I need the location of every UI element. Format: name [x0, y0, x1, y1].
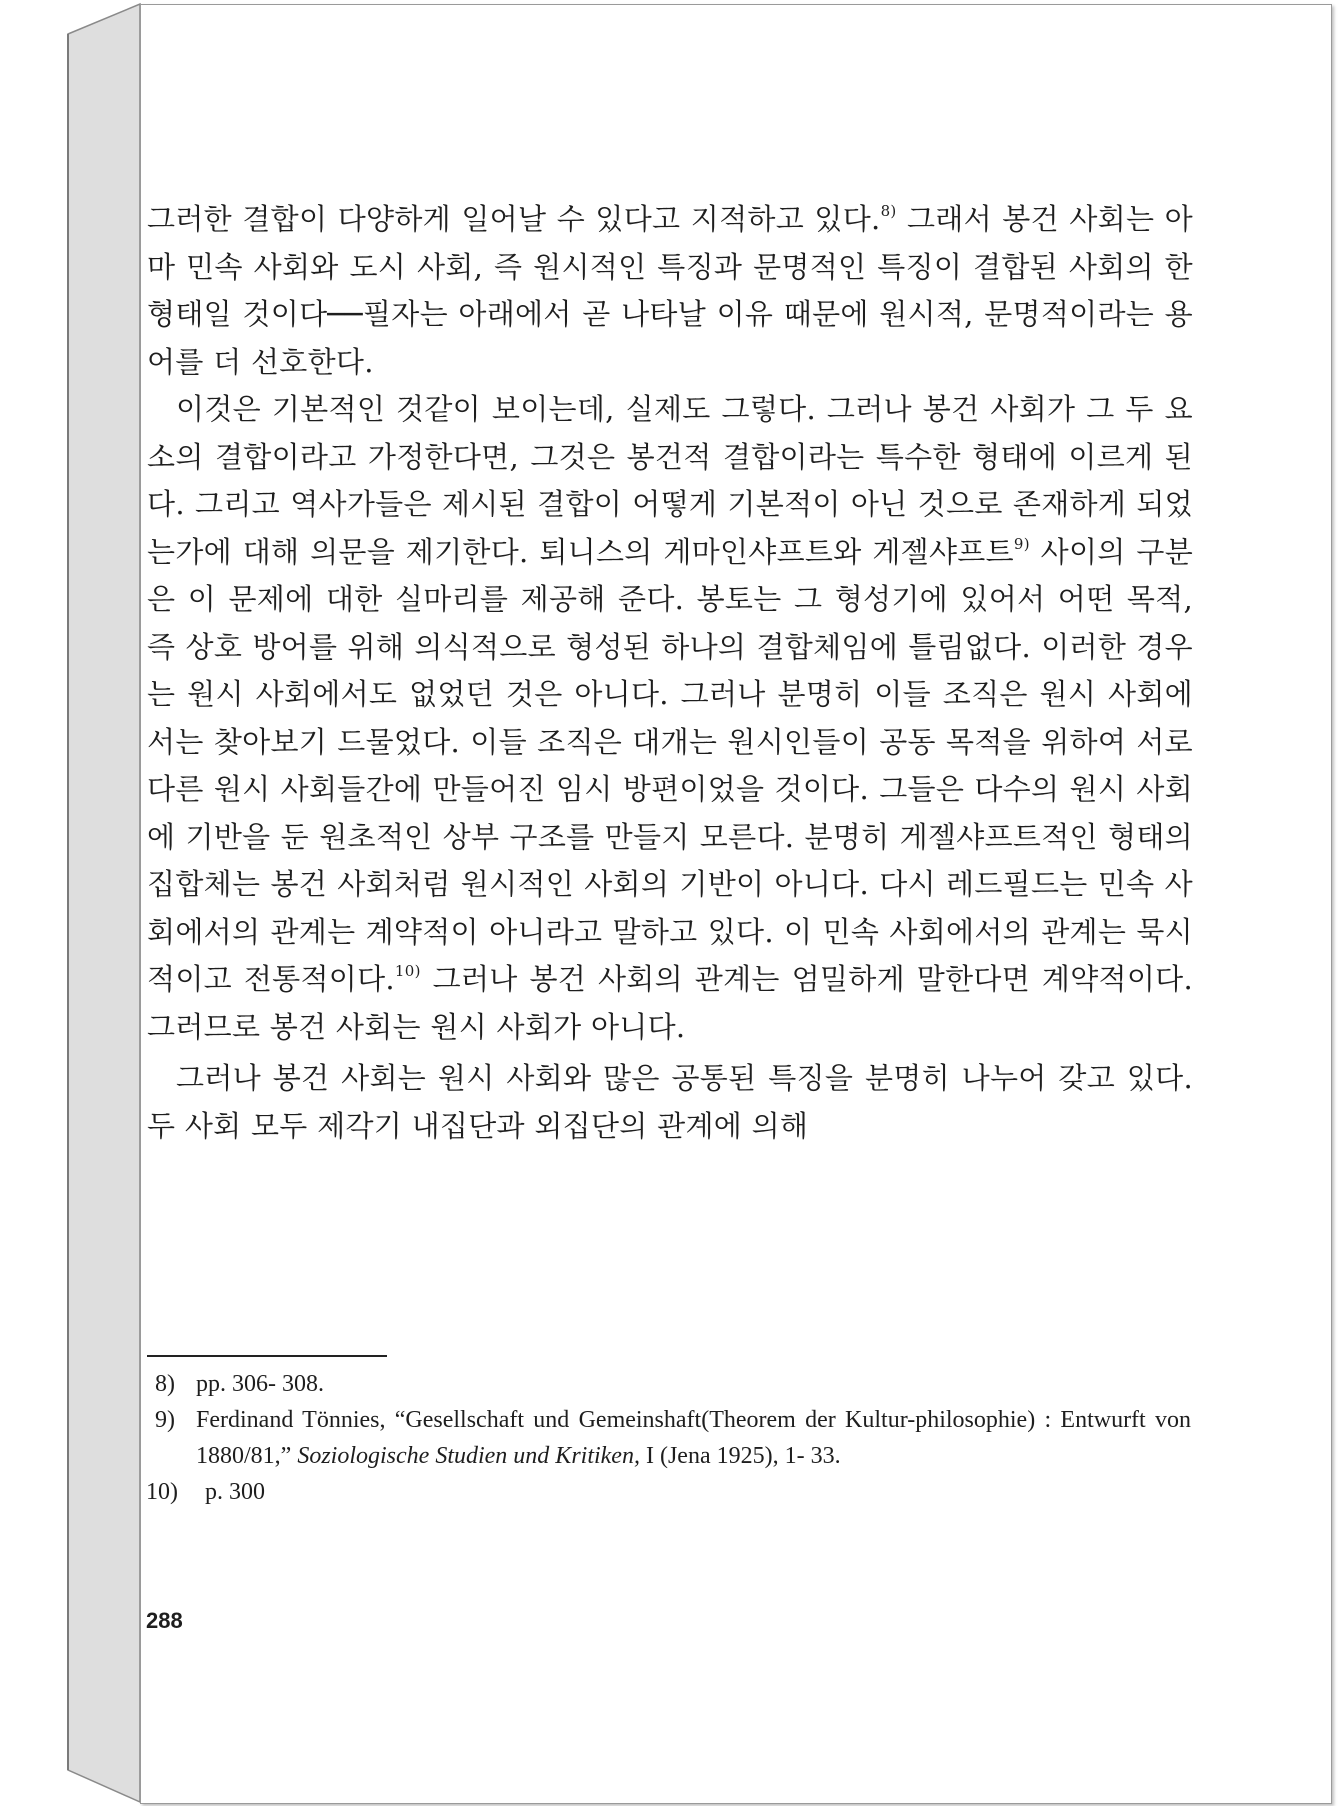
- footnote-text-tail: I (Jena 1925), 1- 33.: [639, 1443, 841, 1469]
- paragraph-2-text-a: 이것은 기본적인 것같이 보이는데, 실제도 그렇다. 그러나 봉건 사회가 그 두 요소의 결합이라고 가정한다면, 그것은 봉건적 결합이라는 특수한 형태에 이르게 된다. 그리고 역사가들은 제시된 결합이 어떻게 기본적이 아닌 것으로 존재하게 되었는가에 대해 의문을 제기한다. 퇴니스의 게마인샤프트와 게젤샤프트: [147, 392, 1193, 569]
- paragraph-2-text-c: 그러나 봉건 사회의 관계는 엄밀하게 말한다면 계약적이다. 그러므로 봉건 사회는 원시 사회가 아니다.: [147, 962, 1193, 1044]
- footnote-9: [155, 1402, 1191, 1474]
- footnote-number: 10): [146, 1479, 178, 1505]
- footnote-book-title: Soziologische Studien und Kritiken,: [297, 1443, 640, 1469]
- footnote-ref-9[interactable]: 9): [1013, 534, 1030, 553]
- paragraph-3-text-a: 그러나 봉건 사회는 원시 사회와 많은 공통된 특징을 분명히 나누어 갖고 있다. 두 사회 모두 제각기 내집단과 외집단의 관계에 의해: [147, 1061, 1193, 1143]
- footnote-text: pp. 306- 308.: [196, 1371, 324, 1397]
- footnote-divider: [147, 1355, 387, 1357]
- footnotes: [146, 1366, 1191, 1510]
- paragraph-2: [147, 386, 1193, 1051]
- footnote-ref-8[interactable]: 8): [880, 202, 897, 220]
- paragraph-1-text-b: 그래서 봉건 사회는 아마 민속 사회와 도시 사회, 즉 원시적인 특징과 문명적인 특징이 결합된 사회의 한 형태일 것이다──필자는 아래에서 곧 나타날 이유 때문에 원시적, 문명적이라는 용어를 더 선호한다.: [147, 202, 1193, 379]
- paragraph-1: [147, 196, 1193, 386]
- page-number: 288: [146, 1608, 183, 1633]
- footnote-10: [146, 1474, 1191, 1510]
- footnote-number: 9): [155, 1407, 175, 1433]
- footnote-8: [155, 1366, 1191, 1402]
- paragraph-3: [147, 1055, 1193, 1150]
- body-text: [147, 196, 1193, 1150]
- footnote-ref-10[interactable]: 10): [394, 962, 421, 980]
- paragraph-1-text-a: 그러한 결합이 다양하게 일어날 수 있다고 지적하고 있다.: [147, 202, 881, 236]
- footnote-text: p. 300: [205, 1479, 265, 1505]
- footnote-text: Ferdinand Tönnies, “Gesellschaft und Gemeinshaft(Theorem der Kultur-philosophie) : Entwurft von 1880/81,”: [196, 1407, 1191, 1469]
- footnote-number: 8): [155, 1371, 175, 1397]
- book-spine: [0, 0, 142, 1806]
- paragraph-2-text-b: 사이의 구분은 이 문제에 대한 실마리를 제공해 준다. 봉토는 그 형성기에 있어서 어떤 목적, 즉 상호 방어를 위해 의식적으로 형성된 하나의 결합체임에 틀림없다. 이러한 경우는 원시 사회에서도 없었던 것은 아니다. 그러나 분명히 이들 조직은 원시 사회에서는 찾아보기 드물었다. 이들 조직은 대개는 원시인들이 공동 목적을 위하여 서로 다른 원시 사회들간에 만들어진 임시 방편이었을 것이다. 그들은 다수의 원시 사회에 기반을 둔 원초적인 상부 구조를 만들지 모른다. 분명히 게젤샤프트적인 형태의 집합체는 봉건 사회처럼 원시적인 사회의 기반이 아니다. 다시 레드필드는 민속 사회에서의 관계는 계약적이 아니라고 말하고 있다. 이 민속 사회에서의 관계는 묵시적이고 전통적이다.: [147, 534, 1194, 996]
